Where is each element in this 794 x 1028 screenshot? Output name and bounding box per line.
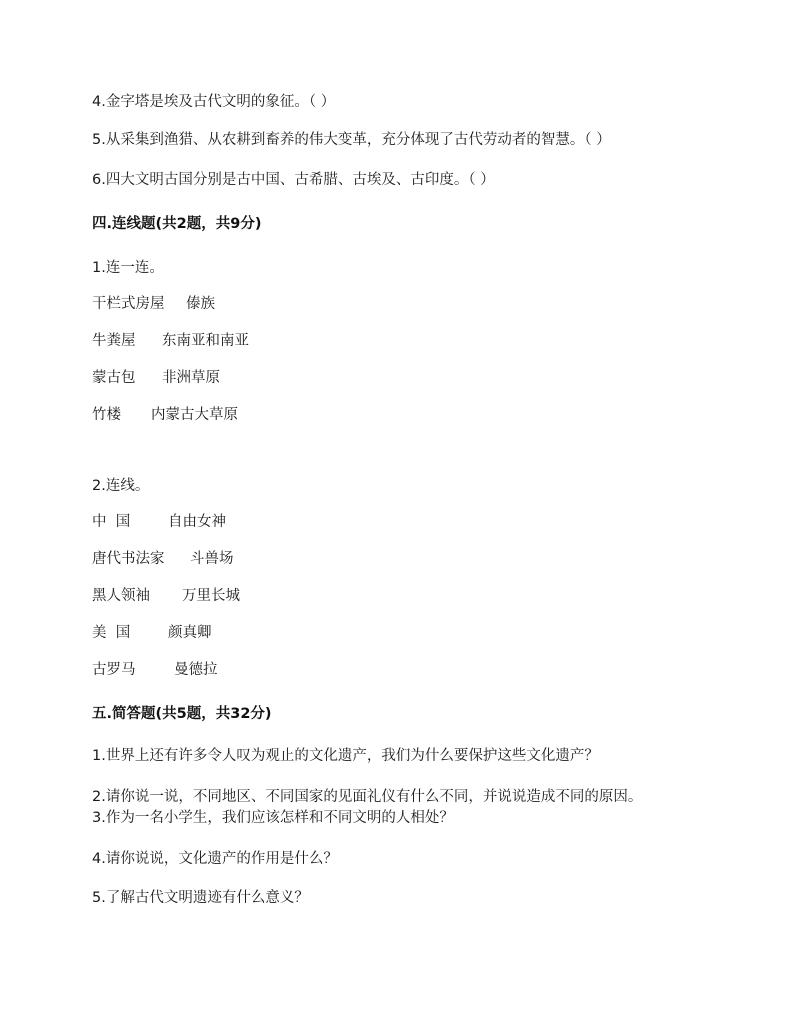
short-answer-item: 5.了解古代文明遗迹有什么意义？	[92, 890, 309, 906]
match-left: 唐代书法家	[92, 551, 165, 567]
match-right: 东南亚和南亚	[162, 333, 249, 349]
match-right: 非洲草原	[162, 370, 220, 386]
match-left: 干栏式房屋	[92, 296, 165, 312]
section4-heading: 四.连线题(共2题，共9分)	[92, 216, 262, 232]
match-left: 美 国	[92, 625, 131, 641]
match-right: 颜真卿	[168, 625, 212, 641]
match-left: 古罗马	[92, 662, 136, 678]
short-answer-item: 1.世界上还有许多令人叹为观止的文化遗产，我们为什么要保护这些文化遗产？	[92, 748, 599, 764]
judgment-item-4: 4.金字塔是埃及古代文明的象征。（ ）	[92, 94, 336, 110]
match-pair	[92, 405, 238, 425]
match-left: 竹楼	[92, 407, 121, 423]
match-right: 傣族	[186, 296, 215, 312]
judgment-item-5: 5.从采集到渔猎、从农耕到畜养的伟大变革，充分体现了古代劳动者的智慧。（ ）	[92, 132, 611, 148]
section5-heading: 五.简答题(共5题，共32分)	[92, 706, 272, 722]
match-left: 中 国	[92, 514, 131, 530]
match-pair	[92, 660, 218, 680]
match-right: 万里长城	[182, 588, 240, 604]
match-right: 自由女神	[168, 514, 226, 530]
match-pair	[92, 294, 215, 314]
match-right: 斗兽场	[190, 551, 234, 567]
match-left: 蒙古包	[92, 370, 136, 386]
match-pair	[92, 331, 249, 351]
match-right: 曼德拉	[174, 662, 218, 678]
short-answer-item: 3.作为一名小学生，我们应该怎样和不同文明的人相处？	[92, 810, 454, 826]
match-pair	[92, 368, 220, 388]
match-pair	[92, 623, 212, 643]
match-pair	[92, 586, 240, 606]
match-left: 牛粪屋	[92, 333, 136, 349]
section4-q1-prompt: 1.连一连。	[92, 260, 164, 276]
match-pair	[92, 549, 234, 569]
judgment-item-6: 6.四大文明古国分别是古中国、古希腊、古埃及、古印度。（ ）	[92, 172, 495, 188]
match-left: 黑人领袖	[92, 588, 150, 604]
short-answer-item: 2.请你说一说，不同地区、不同国家的见面礼仪有什么不同，并说说造成不同的原因。	[92, 789, 643, 805]
match-right: 内蒙古大草原	[151, 407, 238, 423]
section4-q2-prompt: 2.连线。	[92, 478, 150, 494]
short-answer-item: 4.请你说说，文化遗产的作用是什么？	[92, 851, 338, 867]
match-pair	[92, 512, 226, 532]
